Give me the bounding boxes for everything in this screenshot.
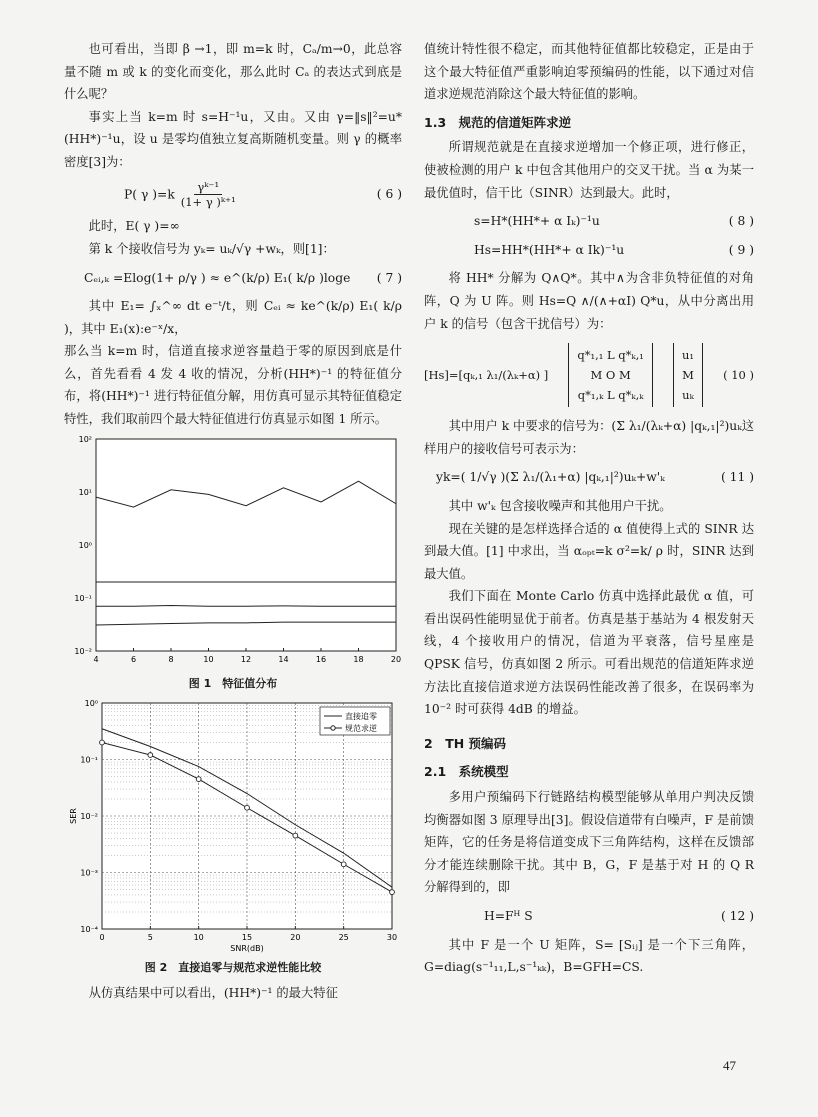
data-point bbox=[148, 753, 153, 758]
ser-chart bbox=[64, 697, 402, 955]
equation-7 bbox=[64, 267, 402, 290]
y-tick-label: 10² bbox=[78, 434, 92, 444]
x-tick-label: 16 bbox=[315, 654, 327, 664]
data-point bbox=[293, 833, 298, 838]
right-column bbox=[424, 38, 754, 979]
matrix-row: q*₁,ₖ L q*ₖ,ₖ bbox=[577, 388, 644, 403]
x-axis-label: SNR(dB) bbox=[230, 944, 264, 954]
left-column bbox=[64, 38, 402, 1004]
equation-number: ( 11 ) bbox=[720, 470, 754, 485]
equation-text: Hs=HH*(HH*+ α Ik)⁻¹u bbox=[474, 242, 625, 257]
data-point bbox=[245, 806, 250, 811]
vector-entry: u₁ bbox=[681, 348, 694, 363]
paragraph: 将 HH* 分解为 Q∧Q*。其中∧为含非负特征值的对角阵，Q 为 U 阵。则 Hs=Q ∧/(∧+αI) Q*u，从中分离出用户 k 的信号（包含干扰信号）为： bbox=[424, 271, 754, 331]
y-tick-label: 10⁻³ bbox=[80, 868, 98, 878]
vector-entry: M bbox=[682, 368, 694, 383]
figure-1-caption: 图 1 特征值分布 bbox=[188, 676, 278, 690]
equation-8 bbox=[424, 210, 754, 233]
equation-number: ( 8 ) bbox=[728, 214, 754, 229]
equation-text: s=H*(HH*+ α Iₖ)⁻¹u bbox=[474, 214, 600, 229]
section-heading: 2 TH 预编码 bbox=[424, 735, 507, 751]
equation-6 bbox=[64, 180, 402, 210]
legend-label: 规范求逆 bbox=[345, 724, 377, 734]
paragraph: 值统计特性很不稳定，而其他特征值都比较稳定，正是由于这个最大特征值严重影响迫零预编码的性能，以下通过对信道求逆规范消除这个最大特征值的影响。 bbox=[424, 42, 754, 102]
matrix-row: q*₁,₁ L q*ₖ,₁ bbox=[577, 348, 644, 363]
matrix-row: M O M bbox=[590, 368, 631, 383]
paragraph: 所谓规范就是在直接求逆增加一个修正项，进行修正，使被检测的用户 k 中包含其他用户的交叉干扰。当 α 为某一最优值时，信干比（SINR）达到最大。此时， bbox=[424, 140, 754, 200]
paragraph: 此时，E( γ )=∞ bbox=[88, 219, 180, 234]
equation-number: ( 12 ) bbox=[720, 909, 754, 923]
x-tick-label: 4 bbox=[93, 654, 99, 664]
section-heading: 2.1 系统模型 bbox=[424, 764, 509, 780]
matrix bbox=[568, 343, 653, 407]
figure-2 bbox=[64, 697, 402, 955]
legend-label: 直接追零 bbox=[345, 712, 377, 722]
x-tick-label: 10 bbox=[203, 654, 214, 664]
vector bbox=[673, 343, 703, 407]
y-tick-label: 10⁰ bbox=[78, 540, 92, 550]
y-tick-label: 10⁻⁴ bbox=[80, 925, 98, 935]
paragraph: 其中用户 k 中要求的信号为：(Σ λ₁/(λₖ+α) |qₖ,₁|²)uₖ这样用户的接收信号可表示为： bbox=[424, 419, 754, 456]
paragraph: 那么当 k=m 时，信道直接求逆容量趋于零的原因到底是什么，首先看看 4 发 4 收的情况，分析(HH*)⁻¹ 的特征值分布，将(HH*)⁻¹ 进行特征值分解，用仿真可显示其特征值稳定特性，我们取前四个最大特征值进行仿真显示如图 1 所示。 bbox=[64, 344, 402, 427]
x-tick-label: 10 bbox=[193, 933, 204, 943]
vector-entry: uₖ bbox=[682, 388, 694, 403]
y-tick-label: 10⁻² bbox=[80, 812, 98, 822]
paragraph: 现在关键的是怎样选择合适的 α 值使得上式的 SINR 达到最大值。[1] 中求出，当 αₒₚₜ=k σ²=k/ ρ 时，SINR 达到最大值。 bbox=[424, 521, 754, 581]
data-point bbox=[390, 890, 395, 895]
x-tick-label: 20 bbox=[390, 654, 402, 664]
paragraph: 其中 F 是一个 U 矩阵，S= [Sᵢⱼ] 是一个下三角阵，G=diag(s⁻¹₁₁,L,s⁻¹ₖₖ)，B=GFH=CS. bbox=[424, 937, 754, 975]
x-tick-label: 20 bbox=[290, 933, 301, 943]
x-tick-label: 14 bbox=[278, 654, 289, 664]
legend-marker bbox=[331, 726, 335, 730]
equation-number: ( 6 ) bbox=[376, 187, 402, 202]
y-tick-label: 10⁻¹ bbox=[74, 593, 92, 603]
paragraph: 事实上当 k=m 时 s=H⁻¹u，又由。又由 γ=‖s‖²=u*(HH*)⁻¹u，设 u 是零均值独立复高斯随机变量。则 γ 的概率密度[3]为： bbox=[64, 109, 402, 169]
x-tick-label: 25 bbox=[338, 933, 349, 943]
x-tick-label: 30 bbox=[386, 933, 398, 943]
equation-number: ( 10 ) bbox=[723, 367, 754, 382]
equation-9 bbox=[424, 239, 754, 262]
equation-text: [Hs]=[qₖ,₁ λ₁/(λₖ+α) ] bbox=[424, 367, 549, 382]
fraction bbox=[181, 180, 236, 210]
data-point bbox=[341, 862, 346, 867]
paragraph: 其中 E₁= ∫ₓ^∞ dt e⁻ᵗ/t，则 Cₑᵢ ≈ ke^(k/ρ) E₁( k/ρ )，其中 E₁(x):e⁻ˣ/x， bbox=[64, 299, 402, 336]
data-point bbox=[100, 740, 105, 745]
section-heading: 1.3 规范的信道矩阵求逆 bbox=[424, 114, 572, 130]
figure-2-caption: 图 2 直接追零与规范求逆性能比较 bbox=[144, 961, 322, 975]
x-tick-label: 5 bbox=[147, 933, 153, 943]
y-tick-label: 10¹ bbox=[78, 487, 92, 497]
page-number: 47 bbox=[723, 1058, 736, 1073]
numerator: γᵏ⁻¹ bbox=[194, 180, 222, 195]
equation-number: ( 9 ) bbox=[728, 242, 754, 257]
equation-text: P( γ )=k bbox=[124, 186, 175, 201]
paragraph: 第 k 个接收信号为 yₖ= uₖ/√γ +wₖ，则[1]： bbox=[88, 241, 335, 256]
x-tick-label: 8 bbox=[168, 654, 174, 664]
equation-text: H=Fᴴ S bbox=[484, 909, 533, 923]
equation-text: Cₑᵢ,ₖ =Elog(1+ ρ/γ ) ≈ e^(k/ρ) E₁( k/ρ )loge bbox=[84, 270, 351, 285]
x-tick-label: 6 bbox=[130, 654, 137, 664]
paragraph: 多用户预编码下行链路结构模型能够从单用户判决反馈均衡器如图 3 原理导出[3]。假设信道带有白噪声，F 是前馈矩阵，它的任务是将信道变成下三角阵结构，这样在反馈部分才能连续删除干扰。其中 B，G，F 是基于对 H 的 Q R 分解得到的，即 bbox=[424, 790, 754, 895]
y-tick-label: 10⁻¹ bbox=[80, 755, 98, 765]
denominator: (1+ γ )ᵏ⁺¹ bbox=[180, 194, 236, 209]
equation-11 bbox=[424, 466, 754, 489]
x-tick-label: 15 bbox=[241, 933, 253, 943]
eigenvalue-chart bbox=[64, 431, 402, 671]
y-tick-label: 10⁻² bbox=[74, 646, 92, 656]
paragraph: 也可看出，当即 β →1，即 m=k 时，Cₐ/m→0，此总容量不随 m 或 k 的变化而变化，那么此时 Cₐ 的表达式到底是什么呢？ bbox=[64, 42, 402, 102]
x-tick-label: 18 bbox=[353, 654, 364, 664]
plot-area bbox=[96, 439, 396, 651]
equation-12 bbox=[424, 905, 754, 928]
y-tick-label: 10⁰ bbox=[84, 699, 98, 709]
y-axis-label: SER bbox=[69, 808, 78, 825]
x-tick-label: 12 bbox=[240, 654, 252, 664]
paragraph: 从仿真结果中可以看出，(HH*)⁻¹ 的最大特征 bbox=[88, 985, 338, 1000]
paragraph: 其中 w'ₖ 包含接收噪声和其他用户干扰。 bbox=[448, 498, 672, 513]
equation-number: ( 7 ) bbox=[376, 270, 402, 285]
equation-10 bbox=[424, 343, 754, 407]
data-point bbox=[196, 777, 201, 782]
paragraph: 我们下面在 Monte Carlo 仿真中选择此最优 α 值，可看出误码性能明显优于前者。仿真是基于基站为 4 根发射天线，4 个接收用户的情况，信道为平衰落，信号星座是 QPSK 信号，仿真如图 2 所示。可看出规范的信道矩阵求逆方法比直接信道求逆方法误码性能改善了很多，在误码率为 10⁻² 时可获得 4dB 的增益。 bbox=[424, 589, 754, 717]
figure-1 bbox=[64, 431, 402, 671]
x-tick-label: 0 bbox=[99, 933, 105, 943]
equation-text: yk=( 1/√γ )(Σ λ₁/(λ₁+α) |qₖ,₁|²)uₖ+w'ₖ bbox=[436, 470, 665, 485]
